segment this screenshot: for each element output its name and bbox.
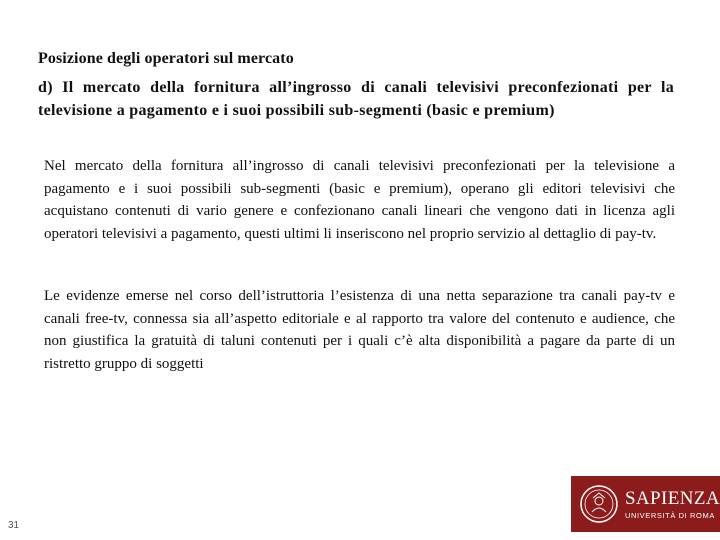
logo-name: SAPIENZA — [624, 487, 720, 509]
university-seal-icon — [579, 484, 619, 524]
slide-title: Posizione degli operatori sul mercato — [38, 50, 294, 67]
logo-subtitle: UNIVERSITÀ DI ROMA — [624, 510, 715, 520]
body-paragraph-2: Le evidenze emerse nel corso dell’istruttoria l’esistenza di una netta separazione tra canali pay-tv e canali free-tv, connessa sia all’aspetto editoriale e al rapporto tra valore del contenuto e audience, che non giustifica la gratuità di taluni contenuti per i quali c’è alta disponibilità a pagare da parte di un ristretto gruppo di soggetti — [44, 288, 675, 372]
body-paragraph-1: Nel mercato della fornitura all’ingrosso di canali televisivi preconfezionati per la televisione a pagamento e i suoi possibili sub-segmenti (basic e premium), operano gli editori televisivi che acquistano contenuti di vario genere e confezionano canali lineari che vengono dati in licenza agli operatori televisivi a pagamento, questi ultimi li inseriscono nel proprio servizio al dettaglio di pay-tv. — [44, 158, 675, 242]
page-number: 31 — [8, 520, 20, 531]
university-logo — [571, 476, 720, 532]
section-subtitle: d) Il mercato della fornitura all’ingrosso di canali televisivi preconfezionati per la televisione a pagamento e i suoi possibili sub-segmenti (basic e premium) — [38, 79, 674, 119]
